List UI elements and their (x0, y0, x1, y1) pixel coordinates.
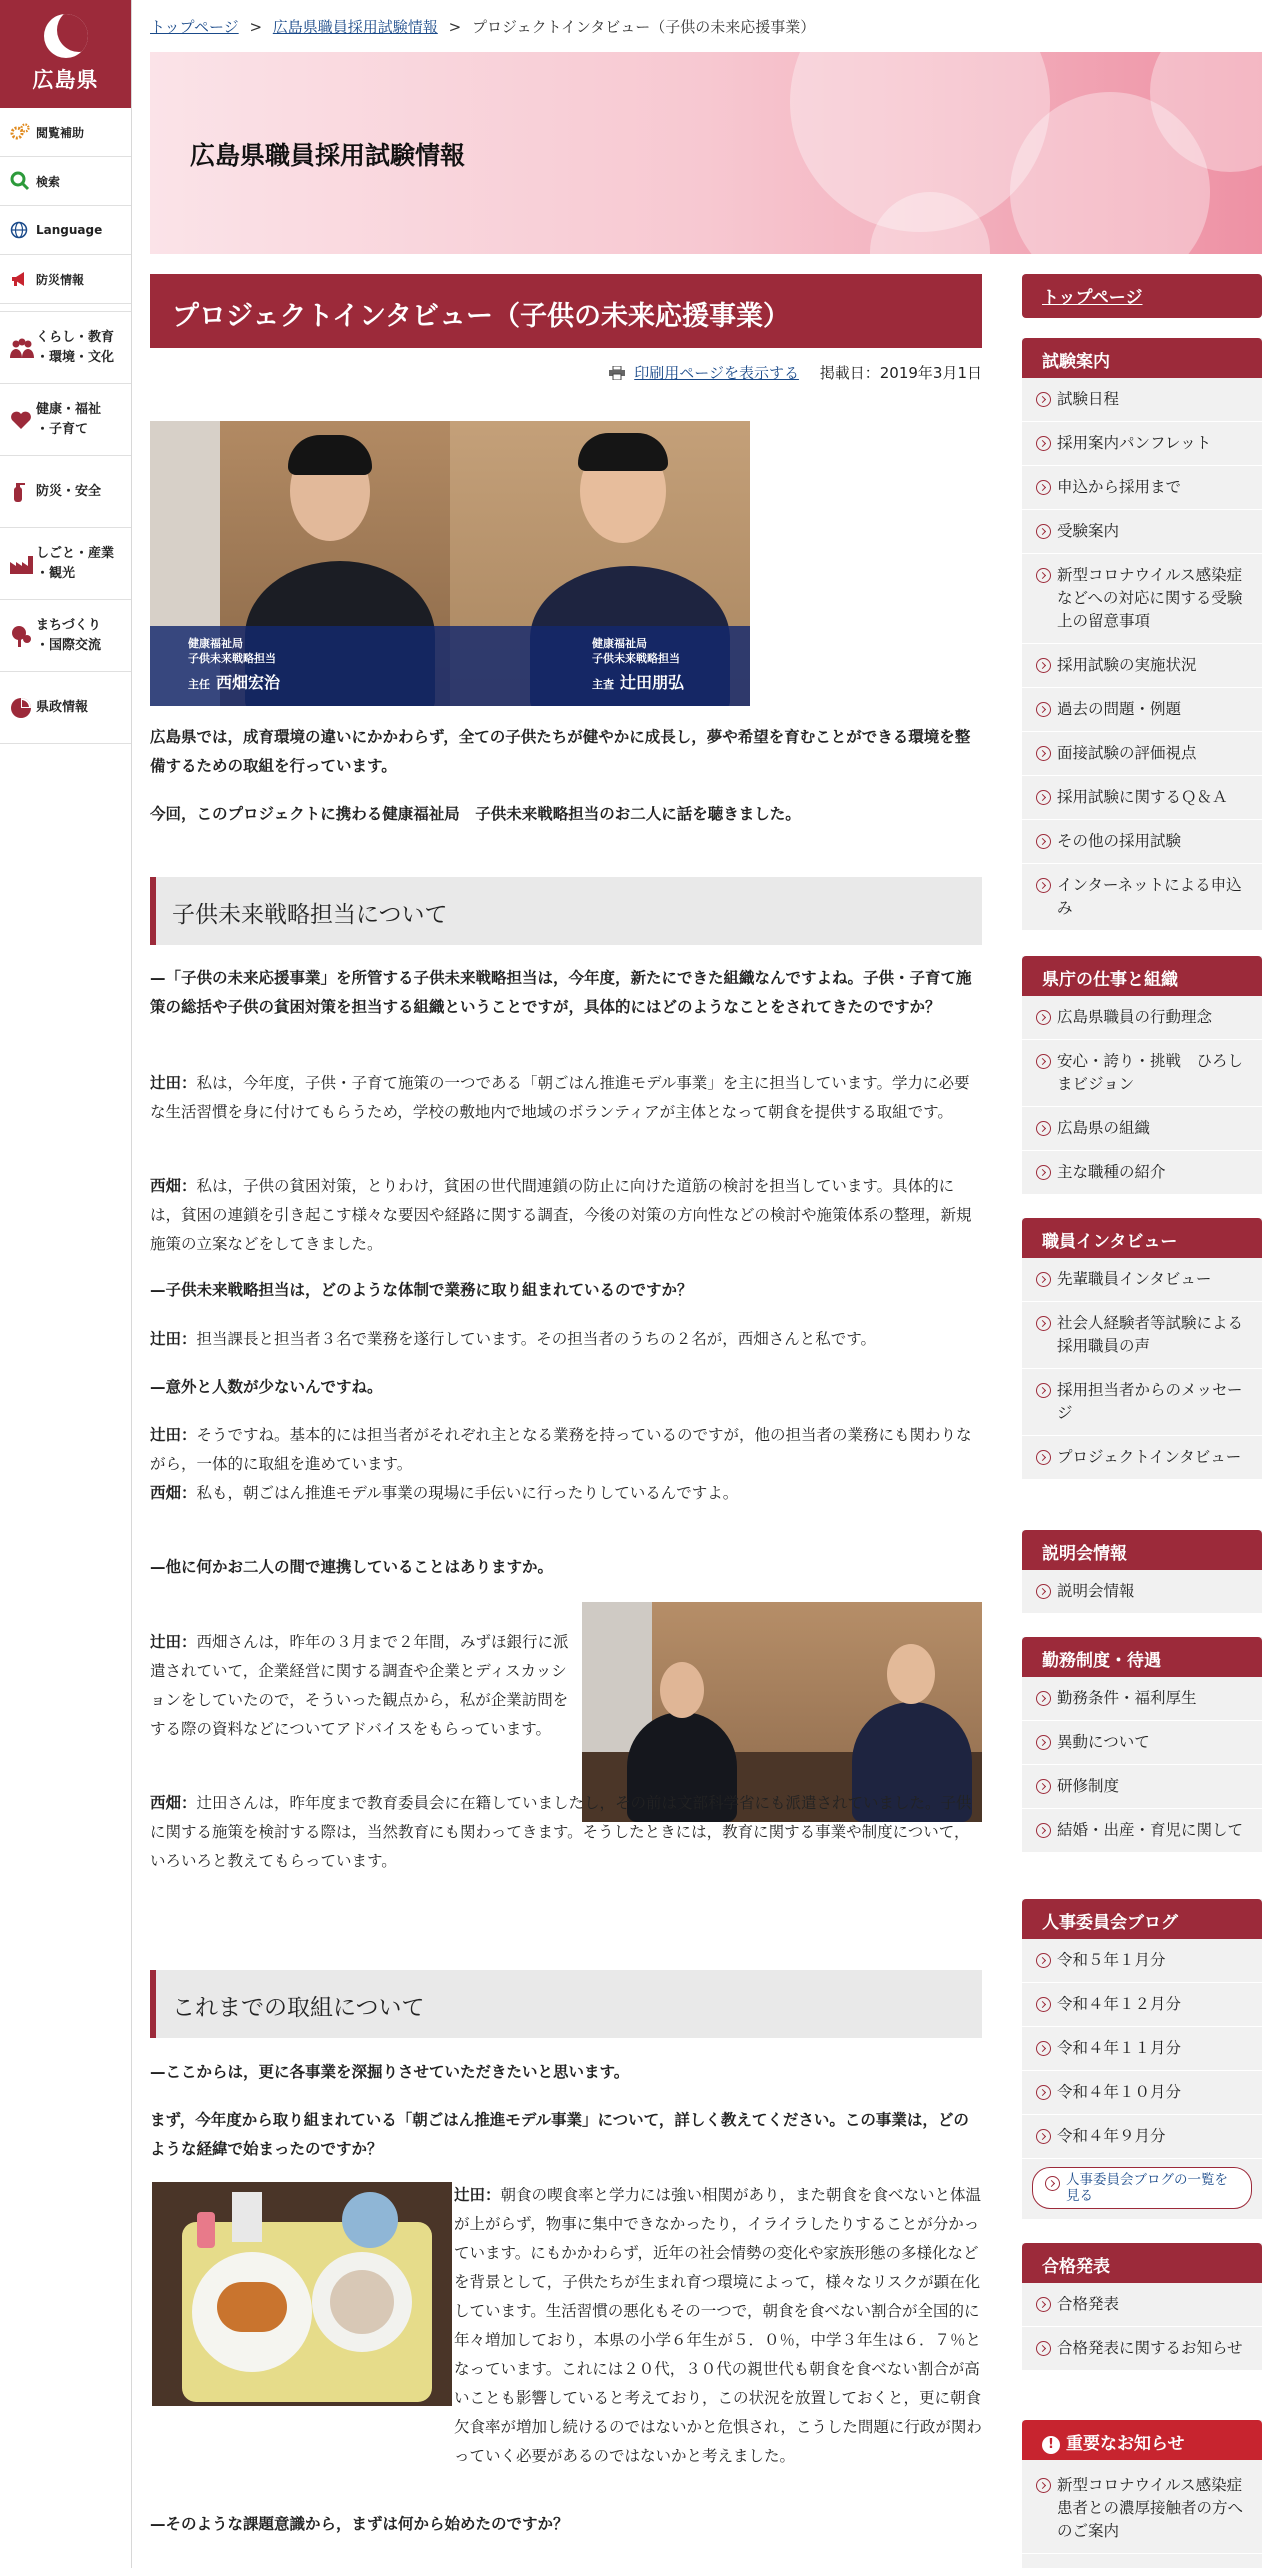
left-nav (0, 108, 131, 744)
sidebar-item[interactable] (1022, 510, 1262, 554)
sidebar-item-label: 令和４年１２月分 (1057, 1995, 1182, 2013)
sidebar-item[interactable] (1022, 1983, 1262, 2027)
sidebar-item-label: 採用案内パンフレット (1057, 434, 1212, 452)
sidebar-group-interview (1022, 1218, 1262, 1480)
left-nav-category-life[interactable] (0, 312, 131, 384)
left-nav-category-line: 県政情報 (36, 699, 89, 715)
sidebar-item[interactable] (1022, 1436, 1262, 1480)
chevron-right-icon (1036, 1584, 1051, 1599)
sidebar-item-label: 令和５年１月分 (1057, 1951, 1166, 1969)
sidebar-item[interactable] (1022, 1809, 1262, 1853)
answer-text: 辻田さんは，昨年度まで教育委員会に在籍していましたし，その前は文部科学省にも派遣されていました。子供に関する施策を検討する際は，当然教育にも関わってきます。そうしたときには，教育に関する事業や制度について，いろいろと教えてもらっています。 (150, 1794, 972, 1870)
photo-drink (197, 2212, 215, 2248)
breadcrumb-parent-link[interactable]: 広島県職員採用試験情報 (272, 18, 438, 36)
answer (150, 1789, 982, 1876)
sidebar-group-title: 人事委員会ブログ (1022, 1899, 1262, 1939)
question: —意外と人数が少ないんですね。 (150, 1378, 383, 1396)
chevron-right-icon (1036, 2478, 1051, 2493)
left-nav-label: 防災情報 (36, 272, 85, 287)
left-nav-accessibility[interactable] (0, 108, 131, 157)
prefecture-name: 広島県 (32, 68, 99, 92)
section-heading: これまでの取組について (150, 1970, 982, 2038)
left-nav-category-line: くらし・教育 (36, 329, 115, 345)
caption-name: 辻田朋弘 (620, 673, 685, 692)
sidebar-item[interactable] (1022, 1040, 1262, 1107)
sidebar-item[interactable] (1022, 996, 1262, 1040)
answer-text: 私は，今年度，子供・子育て施策の一つである「朝ごはん推進モデル事業」を主に担当しています。学力に必要な生活習慣を身に付けてもらうため，学校の敷地内で地域のボランティアが主体となって朝食を提供する取組です。 (150, 1074, 970, 1121)
sidebar-important (1022, 2420, 1262, 2568)
sidebar-item-label: 広島県職員の行動理念 (1057, 1008, 1213, 1026)
caption-dept-line: 健康福祉局 (592, 637, 647, 650)
section-heading: 子供未来戦略担当について (150, 877, 982, 945)
chevron-right-icon (1036, 1165, 1051, 1180)
left-nav-label: Language (36, 223, 103, 237)
page-title: プロジェクトインタビュー（子供の未来応援事業） (150, 274, 982, 348)
caption-name: 西畑宏治 (216, 673, 281, 692)
left-nav-disaster[interactable] (0, 255, 131, 304)
caption-dept-line: 子供未来戦略担当 (592, 652, 680, 665)
question: —ここからは，更に各事業を深掘りさせていただきたいと思います。 (150, 2063, 630, 2081)
caption-dept-line: 子供未来戦略担当 (188, 652, 276, 665)
photo-milk (232, 2192, 262, 2242)
sidebar-group-title: 合格発表 (1022, 2243, 1262, 2283)
caption-right-name (592, 670, 684, 693)
left-nav-divider (0, 304, 131, 312)
speaker: 西畑： (150, 1794, 197, 1812)
chevron-right-icon (1036, 568, 1051, 583)
speaker: 辻田： (150, 1330, 197, 1348)
sidebar-item-label: 勤務条件・福利厚生 (1057, 1689, 1197, 1707)
chevron-right-icon (1036, 1383, 1051, 1398)
caption-role: 主任 (188, 678, 210, 691)
chevron-right-icon (1036, 480, 1051, 495)
sidebar-group-exam (1022, 338, 1262, 931)
factory-icon (10, 554, 36, 574)
left-nav-category-work[interactable] (0, 528, 131, 600)
chevron-right-icon (1036, 1272, 1051, 1287)
chevron-right-icon (1036, 1997, 1051, 2012)
sidebar-item-label: 採用試験に関するＱ＆Ａ (1057, 788, 1228, 806)
sidebar-item[interactable] (1022, 466, 1262, 510)
sidebar-item[interactable] (1022, 422, 1262, 466)
print-page-link[interactable]: 印刷用ページを表示する (634, 364, 799, 382)
sidebar-item-label: 新型コロナウイルス感染症患者との濃厚接触者の方へのご案内 (1057, 2476, 1244, 2540)
left-nav-category-govt[interactable] (0, 672, 131, 744)
breadcrumb (150, 16, 815, 37)
caption-left-name (188, 670, 280, 693)
published-date: 掲載日：2019年3月1日 (819, 364, 982, 382)
sidebar-item-label: 採用試験の実施状況 (1057, 656, 1197, 674)
sidebar-item[interactable] (1022, 378, 1262, 422)
left-nav-category-line: ・環境・文化 (36, 349, 115, 365)
sidebar-item-label: インターネットによる申込み (1057, 876, 1242, 917)
chevron-right-icon (1036, 1691, 1051, 1706)
photo-caption (150, 626, 750, 706)
sidebar-item[interactable] (1022, 1369, 1262, 1436)
sidebar-top-link[interactable] (1022, 274, 1262, 318)
sidebar-item-label: 社会人経験者等試験による採用職員の声 (1057, 1314, 1244, 1355)
sidebar-item-label: 過去の問題・例題 (1057, 700, 1182, 718)
left-nav-category-safety[interactable] (0, 456, 131, 528)
sidebar-item-label: 採用担当者からのメッセージ (1057, 1381, 1243, 1422)
pie-icon (10, 697, 36, 719)
sidebar-item[interactable] (1022, 2071, 1262, 2115)
speaker: 西畑： (150, 1484, 197, 1502)
sidebar-item-label: プロジェクトインタビュー (1057, 1448, 1242, 1466)
sidebar-item[interactable] (1022, 776, 1262, 820)
sidebar-item[interactable] (1022, 732, 1262, 776)
chevron-right-icon (1036, 790, 1051, 805)
sidebar-item-label: 異動について (1057, 1733, 1150, 1751)
sidebar-item[interactable] (1022, 1939, 1262, 1983)
sidebar-group-results (1022, 2243, 1262, 2371)
sidebar-item-label: 受験案内 (1057, 522, 1120, 540)
left-nav-category-town[interactable] (0, 600, 131, 672)
sidebar-group-title[interactable]: 試験案内 (1022, 338, 1262, 378)
answer (150, 1325, 982, 1354)
left-nav-category-line: まちづくり (36, 617, 101, 633)
sidebar-item[interactable] (1022, 688, 1262, 732)
chevron-right-icon (1036, 1010, 1051, 1025)
chevron-right-icon (1036, 658, 1051, 673)
chevron-right-icon (1036, 2085, 1051, 2100)
sidebar-item[interactable] (1022, 1107, 1262, 1151)
breadcrumb-separator: > (448, 18, 462, 36)
sidebar-item-label: 主な職種の紹介 (1057, 1163, 1166, 1181)
left-sidebar (0, 0, 132, 2568)
person-hair (288, 435, 372, 475)
sidebar-group-seminar (1022, 1530, 1262, 1614)
sidebar-item[interactable] (1022, 2027, 1262, 2071)
sidebar-item[interactable] (1022, 554, 1262, 644)
answer-text: 担当課長と担当者３名で業務を遂行しています。その担当者のうちの２名が，西畑さんと私です。 (196, 1330, 877, 1348)
chevron-right-icon (1036, 1735, 1051, 1750)
sidebar-item-label: 研修制度 (1057, 1777, 1120, 1795)
left-nav-category-line: しごと・産業 (36, 545, 115, 561)
chevron-right-icon (1036, 2041, 1051, 2056)
sidebar-item-label: 面接試験の評価視点 (1057, 744, 1197, 762)
sidebar-group-title[interactable]: 説明会情報 (1022, 1530, 1262, 1570)
intro-paragraph: 広島県では，成育環境の違いにかかわらず，全ての子供たちが健やかに成長し，夢や希望を育むことができる環境を整備するための取組を行っています。 (150, 728, 971, 775)
search-icon (10, 171, 36, 191)
sidebar-item[interactable] (1022, 1721, 1262, 1765)
hero-title: 広島県職員採用試験情報 (190, 141, 466, 170)
chevron-right-icon (1036, 2297, 1051, 2312)
breadcrumb-separator: > (249, 18, 263, 36)
chevron-right-icon (1036, 878, 1051, 893)
sidebar-item[interactable] (1022, 2327, 1262, 2371)
answer-text: 私も，朝ごはん推進モデル事業の現場に手伝いに行ったりしているんですよ。 (196, 1484, 739, 1502)
sidebar-item[interactable] (1022, 2115, 1262, 2159)
breadcrumb-home-link[interactable]: トップページ (150, 18, 239, 36)
answer (454, 2181, 982, 2471)
chevron-right-icon (1036, 1121, 1051, 1136)
chevron-right-icon (1036, 2341, 1051, 2356)
sidebar-group-benefits (1022, 1637, 1262, 1853)
sidebar-item[interactable] (1022, 1151, 1262, 1195)
question: —そのような課題意識から，まずは何から始めたのですか？ (150, 2515, 569, 2533)
chevron-right-icon (1036, 1450, 1051, 1465)
chevron-right-icon (1036, 436, 1051, 451)
answer-text: そうですね。基本的には担当者がそれぞれ主となる業務を持っているのですが，他の担当者の業務にも関わりながら，一体的に取組を進めています。 (150, 1426, 972, 1473)
sidebar-item[interactable] (1022, 864, 1262, 931)
sidebar-item-label: 合格発表 (1057, 2295, 1120, 2313)
printer-icon (609, 364, 629, 382)
question: —子供未来戦略担当は，どのような体制で業務に取り組まれているのですか？ (150, 1281, 693, 1299)
question: —他に何かお二人の間で連携していることはありますか。 (150, 1558, 554, 1576)
sidebar-group-title[interactable]: 勤務制度・待遇 (1022, 1637, 1262, 1677)
megaphone-icon (10, 270, 36, 288)
prefecture-logo[interactable] (0, 0, 131, 108)
person-face (887, 1644, 935, 1704)
prefecture-emblem-icon (44, 14, 88, 58)
speaker: 西畑： (150, 1177, 197, 1195)
answer (150, 1172, 982, 1259)
sidebar-item[interactable] (1022, 820, 1262, 864)
sidebar-top-link-label[interactable]: トップページ (1042, 288, 1143, 308)
sidebar-group-work (1022, 956, 1262, 1195)
answer-text: 朝食の喫食率と学力には強い相関があり，また朝食を食べないと体温が上がらず，物事に集中できなかったり，イライラしたりすることが分かっています。にもかかわらず，近年の社会情勢の変化や家族形態の多様化などを背景として，子供たちが生まれ育つ環境によって，様々なリスクが顕在化しています。生活習慣の悪化もその一つで，朝食を食べない割合が全国的に年々増加しており，本県の小学６年生が５．０％，中学３年生は６．７％となっています。これには２０代，３０代の親世代も朝食を食べない割合が高いことも影響していると考えており，この状況を放置しておくと，更に朝食欠食率が増加し続けるのではないかと危惧され，こうした問題に行政が関わっていく必要があるのではないかと考えました。 (454, 2186, 982, 2465)
question: まず，今年度から取り組まれている「朝ごはん推進モデル事業」について，詳しく教えてください。この事業は，どのような経緯で始まったのですか？ (150, 2111, 969, 2158)
chevron-right-icon (1036, 1953, 1051, 1968)
sidebar-item[interactable] (1022, 644, 1262, 688)
chevron-right-icon (1036, 746, 1051, 761)
heart-icon (10, 410, 36, 430)
chevron-right-icon (1036, 1316, 1051, 1331)
left-nav-category-line: ・子育て (36, 421, 89, 437)
caption-left-dept (188, 636, 276, 666)
sidebar-item-label: 結婚・出産・育児に関して (1057, 1821, 1244, 1839)
person-face (660, 1662, 704, 1718)
hero-banner (150, 52, 1262, 254)
chevron-right-icon (1036, 1823, 1051, 1838)
tree-icon (10, 625, 36, 647)
chevron-right-icon (1036, 1779, 1051, 1794)
breadcrumb-current: プロジェクトインタビュー（子供の未来応援事業） (471, 18, 816, 36)
important-title-label: 重要なお知らせ (1066, 2434, 1185, 2454)
chevron-right-icon (1036, 1054, 1051, 1069)
caption-dept-line: 健康福祉局 (188, 637, 243, 650)
interview-photo (150, 421, 750, 706)
sidebar-item-label: 広島県の組織 (1057, 1119, 1151, 1137)
sidebar-item[interactable] (1022, 2283, 1262, 2327)
answer-text: 私は，子供の貧困対策，とりわけ，貧困の世代間連鎖の防止に向けた道筋の検討を担当しています。具体的には，貧困の連鎖を引き起こす様々な要因や経路に関する調査，今後の対策の方向性などの検討や施策体系の整理，新規施策の立案などをしてきました。 (150, 1177, 972, 1253)
globe-icon (10, 221, 36, 239)
chevron-right-icon (1045, 2176, 1060, 2191)
speaker: 辻田： (454, 2186, 501, 2204)
left-nav-category-line: ・国際交流 (36, 637, 102, 653)
sidebar-item-label: 令和４年９月分 (1057, 2127, 1166, 2145)
sidebar-item[interactable] (1022, 1570, 1262, 1614)
person-hair (578, 433, 668, 471)
caption-role: 主査 (592, 678, 614, 691)
chevron-right-icon (1036, 702, 1051, 717)
answer-text: 西畑さんは，昨年の３月まで２年間，みずほ銀行に派遣されていて，企業経営に関する調査や企業とディスカッションをしていたので，そういった観点から，私が企業訪問をする際の資料などについてアドバイスをもらっています。 (150, 1633, 569, 1738)
photo-cup (342, 2192, 398, 2248)
left-nav-label: 検索 (36, 174, 61, 189)
sidebar-item-label: 申込から採用まで (1057, 478, 1182, 496)
gears-icon (10, 122, 36, 142)
left-nav-language[interactable] (0, 206, 131, 255)
caption-right-dept (592, 636, 680, 666)
sidebar-item[interactable] (1022, 1677, 1262, 1721)
chevron-right-icon (1036, 392, 1051, 407)
breakfast-photo (152, 2182, 452, 2406)
chevron-right-icon (1036, 834, 1051, 849)
left-nav-search[interactable] (0, 157, 131, 206)
important-title (1022, 2420, 1262, 2460)
left-nav-category-line: 健康・福祉 (36, 401, 102, 417)
left-nav-category-line: ・観光 (36, 565, 76, 581)
page-meta (150, 362, 982, 383)
speaker: 辻田： (150, 1633, 197, 1651)
sidebar-item[interactable] (1022, 1258, 1262, 1302)
sidebar-group-blog (1022, 1899, 1262, 2219)
question: —「子供の未来応援事業」を所管する子供未来戦略担当は，今年度，新たにできた組織なんですよね。子供・子育て施策の総括や子供の貧困対策を担当する組織ということですが，具体的にはどのようなことをされてきたのですか？ (150, 969, 972, 1016)
sidebar-item-label: 先輩職員インタビュー (1057, 1270, 1212, 1288)
sidebar-group-title[interactable]: 県庁の仕事と組織 (1022, 956, 1262, 996)
left-nav-label: 閲覧補助 (36, 125, 85, 140)
exclamation-icon: ! (1042, 2436, 1060, 2454)
speaker: 辻田： (150, 1074, 197, 1092)
people-icon (10, 338, 36, 358)
sidebar-item-label: 安心・誇り・挑戦 ひろしまビジョン (1057, 1052, 1244, 1093)
blog-more-label: 人事委員会ブログの一覧を見る (1066, 2172, 1228, 2204)
left-nav-category-health[interactable] (0, 384, 131, 456)
sidebar-item-label: その他の採用試験 (1057, 832, 1182, 850)
speaker: 辻田： (150, 1426, 197, 1444)
answer (150, 1421, 982, 1508)
intro-paragraph: 今回，このプロジェクトに携わる健康福祉局 子供未来戦略担当のお二人に話を聴きました。 (150, 805, 801, 823)
sidebar-item-label: 令和４年１１月分 (1057, 2039, 1182, 2057)
extinguisher-icon (10, 481, 36, 503)
blog-more-button[interactable] (1032, 2167, 1252, 2209)
sidebar-item-label: 説明会情報 (1057, 1582, 1135, 1600)
sidebar-item[interactable] (1022, 1302, 1262, 1369)
left-nav-category-line: 防災・安全 (36, 483, 102, 499)
photo-porridge (330, 2270, 394, 2334)
chevron-right-icon (1036, 524, 1051, 539)
sidebar-item-label: 試験日程 (1057, 390, 1120, 408)
answer (150, 1628, 570, 1744)
sidebar-item-label: 令和４年１０月分 (1057, 2083, 1182, 2101)
sidebar-item-label: 新型コロナウイルス感染症などへの対応に関する受験上の留意事項 (1057, 566, 1243, 630)
sidebar-group-title[interactable]: 職員インタビュー (1022, 1218, 1262, 1258)
photo-bread (217, 2282, 287, 2332)
sidebar-item-label: 合格発表に関するお知らせ (1057, 2339, 1243, 2357)
answer (150, 1069, 982, 1127)
chevron-right-icon (1036, 2129, 1051, 2144)
sidebar-item[interactable] (1022, 1765, 1262, 1809)
sidebar-item[interactable] (1022, 2460, 1262, 2554)
